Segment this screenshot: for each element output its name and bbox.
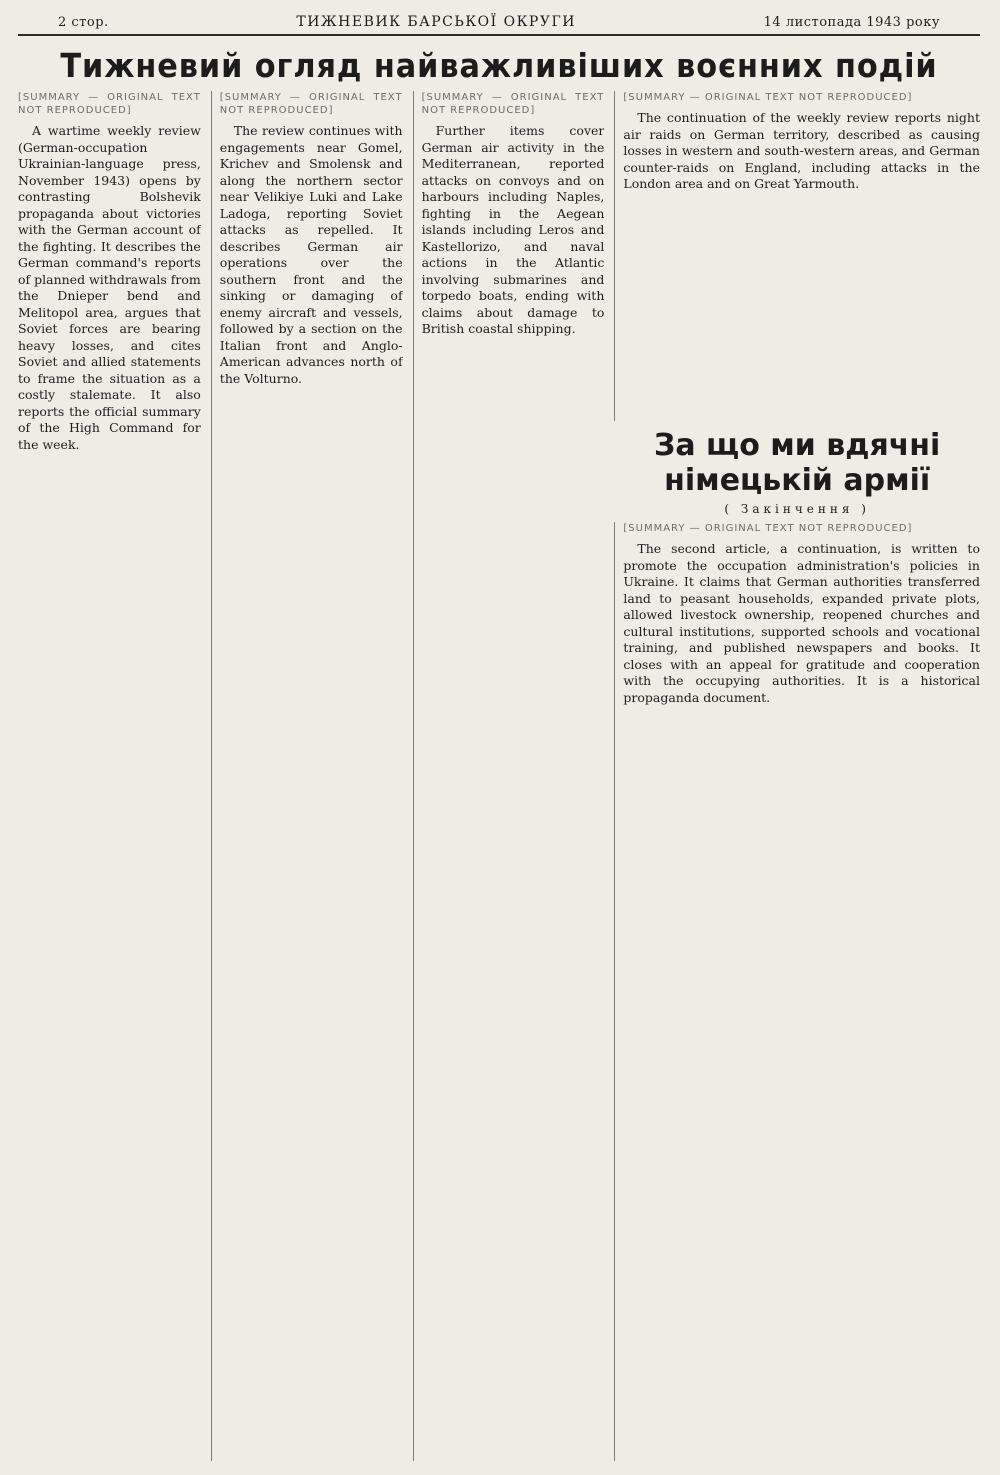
newspaper-title: ТИЖНЕВИК БАРСЬКОЇ ОКРУГИ	[296, 14, 576, 30]
column-1-summary: A wartime weekly review (German-occupation Ukrainian-language press, November 1943) opens by contrasting Bolshevik propaganda about victories with the German account of the fighting. It describes the German command's reports of planned withdrawals from the Dnieper bend and Melitopol area, argues that Soviet forces are bearing heavy losses, and cites Soviet and allied statements to frame the situation as a costly stalemate. It also reports the official summary of the High Command for the week.	[18, 123, 201, 452]
continuation-note: ( Закінчення )	[724, 502, 870, 516]
article-columns	[18, 91, 980, 1461]
masthead	[18, 10, 980, 36]
column-2-summary: The review continues with engagements near Gomel, Krichev and Smolensk and along the northern sector near Velikiye Luki and Lake Ladoga, reporting Soviet attacks as repelled. It describes German air operations over the southern front and the sinking or damaging of enemy aircraft and vessels, followed by a section on the Italian front and Anglo-American advances north of the Volturno.	[219, 123, 403, 386]
column-4-summary: The continuation of the weekly review reports night air raids on German territory, described as causing losses in western and south-western areas, and German counter-raids on England, including attacks in the London area and on Great Yarmouth.	[623, 110, 980, 192]
second-headline: За що ми вдячні німецькій армії	[654, 428, 941, 498]
summary-label: [SUMMARY — ORIGINAL TEXT NOT REPRODUCED]	[219, 92, 403, 117]
column-2	[211, 91, 403, 1461]
column-1	[18, 91, 201, 1461]
issue-date: 14 листопада 1943 року	[763, 15, 940, 30]
second-article-summary: The second article, a continuation, is written to promote the occupation administration's policies in Ukraine. It claims that German authorities transferred land to peasant households, expanded private plots, allowed livestock ownership, reopened churches and cultural institutions, supported schools and vocational training, and published newspapers and books. It closes with an appeal for gratitude and cooperation with the occupying authorities. It is a historical propaganda document.	[623, 541, 980, 705]
newspaper-page	[18, 10, 980, 1465]
main-headline: Тижневий огляд найважливіших воєнних подій	[60, 46, 938, 85]
column-4	[614, 91, 980, 421]
summary-label: [SUMMARY — ORIGINAL TEXT NOT REPRODUCED]	[18, 92, 201, 117]
summary-label: [SUMMARY — ORIGINAL TEXT NOT REPRODUCED]	[623, 92, 913, 103]
summary-label: [SUMMARY — ORIGINAL TEXT NOT REPRODUCED]	[421, 92, 605, 117]
page-number: 2 стор.	[58, 15, 109, 30]
column-3	[413, 91, 605, 1461]
second-article-body	[614, 522, 980, 1461]
right-block	[614, 91, 980, 1461]
column-3-summary: Further items cover German air activity in the Mediterranean, reported attacks on convoys and on harbours including Naples, fighting in the Aegean islands including Leros and Kastellorizo, and naval actions in the Atlantic involving submarines and torpedo boats, ending with claims about damage to British coastal shipping.	[421, 123, 605, 337]
summary-label: [SUMMARY — ORIGINAL TEXT NOT REPRODUCED]	[623, 523, 913, 534]
